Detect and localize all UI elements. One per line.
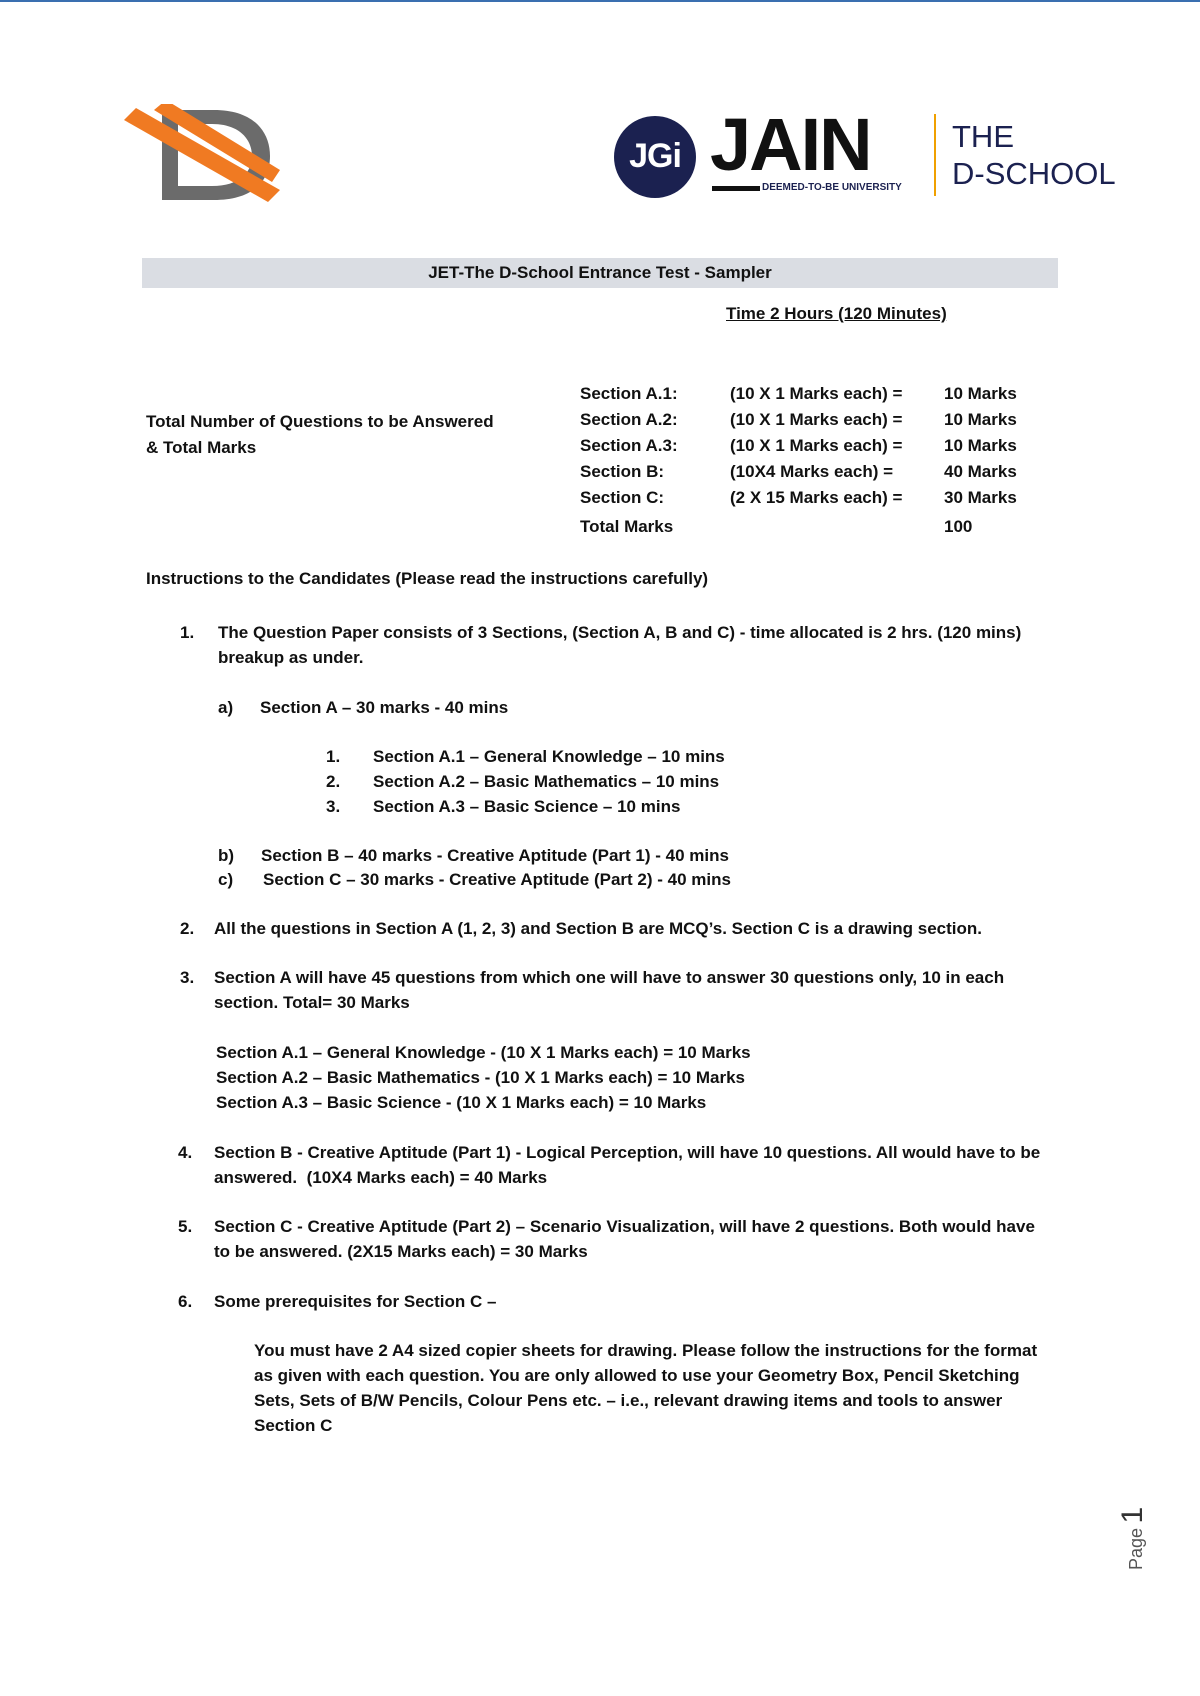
page-label: Page — [1126, 1527, 1146, 1570]
marks-row-marks: 10 Marks — [944, 436, 1017, 455]
item-number: 5. — [178, 1217, 193, 1236]
sub-letter: a) — [218, 698, 234, 717]
marks-row — [580, 407, 1030, 433]
item-number: 1. — [180, 623, 195, 642]
marks-row-marks: 40 Marks — [944, 462, 1017, 481]
time-allotted: Time 2 Hours (120 Minutes) — [726, 304, 947, 323]
item-number: 6. — [178, 1292, 193, 1311]
instructions-heading: Instructions to the Candidates (Please read the instructions carefully) — [146, 569, 709, 588]
item6-text: Some prerequisites for Section C – — [214, 1292, 497, 1311]
sub-letter: c) — [218, 870, 234, 889]
item2-text: All the questions in Section A (1, 2, 3) and Section B are MCQ’s. Section C is a drawing section. — [214, 919, 982, 938]
item4-line1: Section B - Creative Aptitude (Part 1) - Logical Perception, will have 10 questions. All would have to be — [214, 1143, 1041, 1162]
marks-row-detail: (10 X 1 Marks each) = — [730, 410, 903, 429]
sub-item: Section A.1 – General Knowledge – 10 mins — [373, 747, 725, 766]
title-banner: JET-The D-School Entrance Test - Sampler — [142, 258, 1058, 288]
school-name-line1: THE — [952, 119, 1014, 154]
sub-letter: b) — [218, 846, 235, 865]
marks-row — [580, 381, 1030, 407]
top-border-line — [0, 0, 1200, 2]
marks-row-marks: 100 — [944, 517, 973, 536]
item5-line2: to be answered. (2X15 Marks each) = 30 Marks — [214, 1242, 588, 1261]
d-school-monogram-logo — [124, 104, 284, 204]
item1-line1: The Question Paper consists of 3 Sections, (Section A, B and C) - time allocated is 2 hrs. (120 mins) — [218, 623, 1022, 642]
marks-row-section: Section A.2: — [580, 410, 678, 429]
jain-wordmark: JAIN — [710, 103, 871, 186]
item4-line2: answered. (10X4 Marks each) = 40 Marks — [214, 1168, 548, 1187]
item-number: 4. — [178, 1143, 193, 1162]
marks-label-line2: & Total Marks — [146, 438, 257, 457]
wordmark-underline — [712, 186, 760, 191]
sub-number: 2. — [326, 772, 341, 791]
marks-label-line1: Total Number of Questions to be Answered — [146, 412, 494, 431]
item1-line2: breakup as under. — [218, 648, 364, 667]
item3-detail: Section A.3 – Basic Science - (10 X 1 Marks each) = 10 Marks — [216, 1093, 707, 1112]
marks-row-marks: 10 Marks — [944, 384, 1017, 403]
item6-paragraph-line: Sets, Sets of B/W Pencils, Colour Pens etc. – i.e., relevant drawing items and tools to answer — [254, 1391, 1003, 1410]
marks-row — [580, 433, 1030, 459]
item3-line2: section. Total= 30 Marks — [214, 993, 410, 1012]
section-a-line: Section A – 30 marks - 40 mins — [260, 698, 509, 717]
marks-row-section: Section C: — [580, 488, 665, 507]
item6-paragraph-line: as given with each question. You are only allowed to use your Geometry Box, Pencil Sketching — [254, 1366, 1020, 1385]
section-c-line: Section C – 30 marks - Creative Aptitude (Part 2) - 40 mins — [263, 870, 731, 889]
marks-row-marks: 10 Marks — [944, 410, 1017, 429]
item5-line1: Section C - Creative Aptitude (Part 2) – Scenario Visualization, will have 2 questions. Both would have — [214, 1217, 1035, 1236]
marks-row-detail: (10X4 Marks each) = — [730, 462, 894, 481]
sub-number: 1. — [326, 747, 341, 766]
marks-row-detail: (2 X 15 Marks each) = — [730, 488, 903, 507]
sub-number: 3. — [326, 797, 341, 816]
jgi-badge-text: JGi — [629, 137, 681, 175]
item3-line1: Section A will have 45 questions from which one will have to answer 30 questions only, 10 in each — [214, 968, 1005, 987]
marks-row-section: Section A.1: — [580, 384, 678, 403]
sub-item: Section A.2 – Basic Mathematics – 10 mins — [373, 772, 720, 791]
item-number: 2. — [180, 919, 195, 938]
marks-row-total — [580, 514, 1030, 540]
item3-detail: Section A.1 – General Knowledge - (10 X 1 Marks each) = 10 Marks — [216, 1043, 751, 1062]
item6-paragraph-line: Section C — [254, 1416, 333, 1435]
university-subtitle: DEEMED-TO-BE UNIVERSITY — [762, 182, 902, 193]
section-b-line: Section B – 40 marks - Creative Aptitude (Part 1) - 40 mins — [261, 846, 729, 865]
logo-divider — [934, 114, 936, 196]
jgi-badge-icon — [614, 116, 696, 198]
marks-row-section: Total Marks — [580, 517, 674, 536]
marks-row — [580, 485, 1030, 511]
school-name-line2: D-SCHOOL — [952, 156, 1116, 191]
marks-row-detail: (10 X 1 Marks each) = — [730, 436, 903, 455]
marks-row — [580, 459, 1030, 485]
item3-detail: Section A.2 – Basic Mathematics - (10 X 1 Marks each) = 10 Marks — [216, 1068, 745, 1087]
item6-paragraph-line: You must have 2 A4 sized copier sheets for drawing. Please follow the instructions for the format — [254, 1341, 1038, 1360]
page-number-footer — [1116, 1507, 1150, 1570]
page-number: 1 — [1116, 1506, 1149, 1524]
marks-row-section: Section B: — [580, 462, 665, 481]
marks-row-section: Section A.3: — [580, 436, 678, 455]
item-number: 3. — [180, 968, 195, 987]
marks-row-detail: (10 X 1 Marks each) = — [730, 384, 903, 403]
sub-item: Section A.3 – Basic Science – 10 mins — [373, 797, 681, 816]
marks-row-marks: 30 Marks — [944, 488, 1017, 507]
